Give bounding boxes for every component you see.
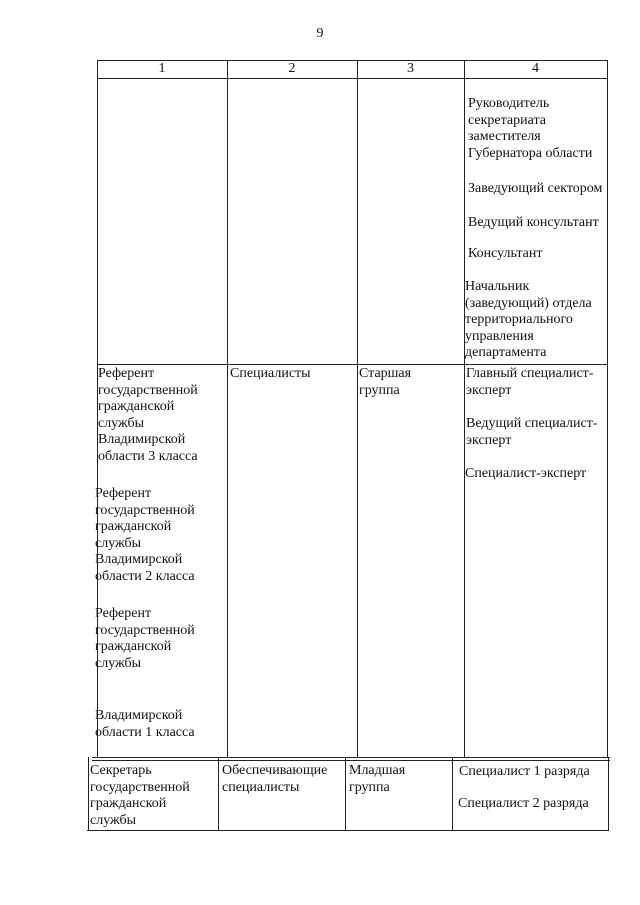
row2-col1-item: Референт государственной гражданской службы xyxy=(95,606,195,671)
row1-col4-item: Начальник (заведующий) отдела территориального управления департамента xyxy=(465,279,592,360)
row3-col3: Младшая группа xyxy=(349,763,406,795)
row2-col1-item: Референт государственной гражданской службы Владимирской области 2 класса xyxy=(95,486,195,584)
header-col-3: 3 xyxy=(407,61,414,76)
row2-col4-item: Специалист-эксперт xyxy=(465,466,587,481)
row1-col4-item: Заведующий сектором xyxy=(468,181,603,196)
row1-col4-item: Консультант xyxy=(468,246,543,261)
row3-col4-item: Специалист 1 разряда xyxy=(459,764,590,779)
row3-col4-item: Специалист 2 разряда xyxy=(458,796,589,811)
row3-col1: Секретарь государственной гражданской службы xyxy=(90,763,190,828)
row3-col2: Обеспечивающие специалисты xyxy=(222,763,328,795)
page-number: 9 xyxy=(316,26,324,41)
row2-col2: Специалисты xyxy=(230,366,311,381)
row1-col4-item: Руководитель секретариата заместителя Губернатора области xyxy=(468,96,593,161)
row2-col4-item: Главный специалист-эксперт xyxy=(466,366,594,398)
row2-col1-item: Владимирской области 1 класса xyxy=(95,708,195,740)
row2-col1-item: Референт государственной гражданской службы Владимирской области 3 класса xyxy=(98,366,198,464)
header-col-4: 4 xyxy=(532,61,539,76)
row1-col4-item: Ведущий консультант xyxy=(468,215,599,230)
header-col-1: 1 xyxy=(158,61,166,76)
row2-col4-item: Ведущий специалист-эксперт xyxy=(466,416,598,448)
header-col-2: 2 xyxy=(288,61,296,76)
row2-col3: Старшая группа xyxy=(359,366,412,398)
